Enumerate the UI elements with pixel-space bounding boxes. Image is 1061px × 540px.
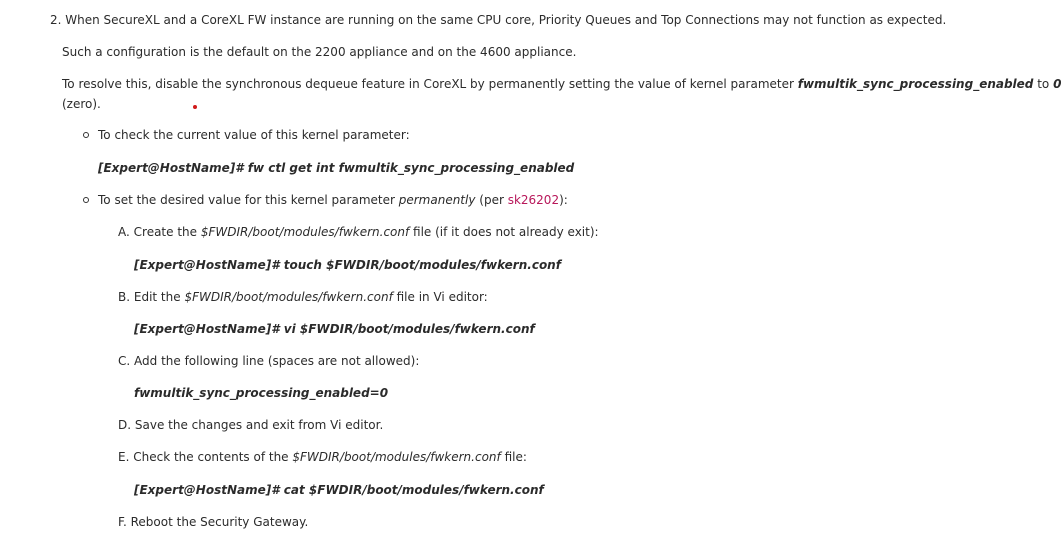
step-f-text: Reboot the Security Gateway.	[130, 515, 309, 529]
step-e	[118, 449, 527, 466]
step-label: E.	[118, 450, 130, 464]
step-label: C.	[118, 354, 131, 368]
item-number: 2.	[50, 13, 62, 27]
bullet-circle-icon	[83, 132, 89, 138]
vi-command: [Expert@HostName]# vi $FWDIR/boot/modules/fwkern.conf	[134, 322, 535, 336]
bullet-1-text: To check the current value of this kernel parameter:	[98, 128, 410, 142]
step-e-pre: Check the contents of the	[133, 450, 293, 464]
step-c	[118, 353, 419, 370]
step-b-path: $FWDIR/boot/modules/fwkern.conf	[184, 290, 393, 304]
bullet-2-pre: To set the desired value for this kernel parameter	[98, 193, 399, 207]
step-f	[118, 514, 308, 531]
kernel-param-value: 0	[1053, 77, 1061, 91]
step-b-post: file in Vi editor:	[392, 290, 488, 304]
red-marker-dot	[193, 105, 197, 109]
step-a	[118, 224, 599, 241]
check-value-command: [Expert@HostName]# fw ctl get int fwmultik_sync_processing_enabled	[98, 161, 575, 175]
step-e-post: file:	[500, 450, 527, 464]
bullet-2-post: ):	[559, 193, 568, 207]
cat-command: [Expert@HostName]# cat $FWDIR/boot/modules/fwkern.conf	[134, 483, 544, 497]
config-line-command: fwmultik_sync_processing_enabled=0	[134, 386, 389, 400]
bullet-2-emph: permanently	[398, 193, 476, 207]
step-d-text: Save the changes and exit from Vi editor.	[134, 418, 384, 432]
resolve-paragraph	[62, 76, 1061, 93]
step-label: F.	[118, 515, 127, 529]
step-label: A.	[118, 225, 130, 239]
resolve-mid: to	[1033, 77, 1054, 91]
item-2	[50, 12, 946, 29]
step-c-text: Add the following line (spaces are not allowed):	[134, 354, 420, 368]
sk26202-link[interactable]: sk26202	[507, 193, 560, 207]
bullet-2-mid: (per	[475, 193, 508, 207]
step-b-pre: Edit the	[133, 290, 185, 304]
step-a-path: $FWDIR/boot/modules/fwkern.conf	[200, 225, 410, 239]
step-d	[118, 417, 383, 434]
step-a-pre: Create the	[133, 225, 201, 239]
step-b	[118, 289, 488, 306]
step-label: D.	[118, 418, 132, 432]
bullet-2-text	[98, 192, 568, 209]
bullet-circle-icon	[83, 197, 89, 203]
step-a-post: file (if it does not already exit):	[409, 225, 599, 239]
resolve-continuation: (zero).	[62, 97, 101, 111]
item-text: When SecureXL and a CoreXL FW instance are running on the same CPU core, Priority Queues and Top Connections may not function as expected.	[65, 13, 947, 27]
step-e-path: $FWDIR/boot/modules/fwkern.conf	[292, 450, 501, 464]
kernel-param-name: fwmultik_sync_processing_enabled	[797, 77, 1034, 91]
step-label: B.	[118, 290, 131, 304]
touch-command: [Expert@HostName]# touch $FWDIR/boot/modules/fwkern.conf	[134, 258, 561, 272]
resolve-pre: To resolve this, disable the synchronous dequeue feature in CoreXL by permanently setting the value of kernel parameter	[62, 77, 798, 91]
config-note: Such a configuration is the default on the 2200 appliance and on the 4600 appliance.	[62, 45, 577, 59]
